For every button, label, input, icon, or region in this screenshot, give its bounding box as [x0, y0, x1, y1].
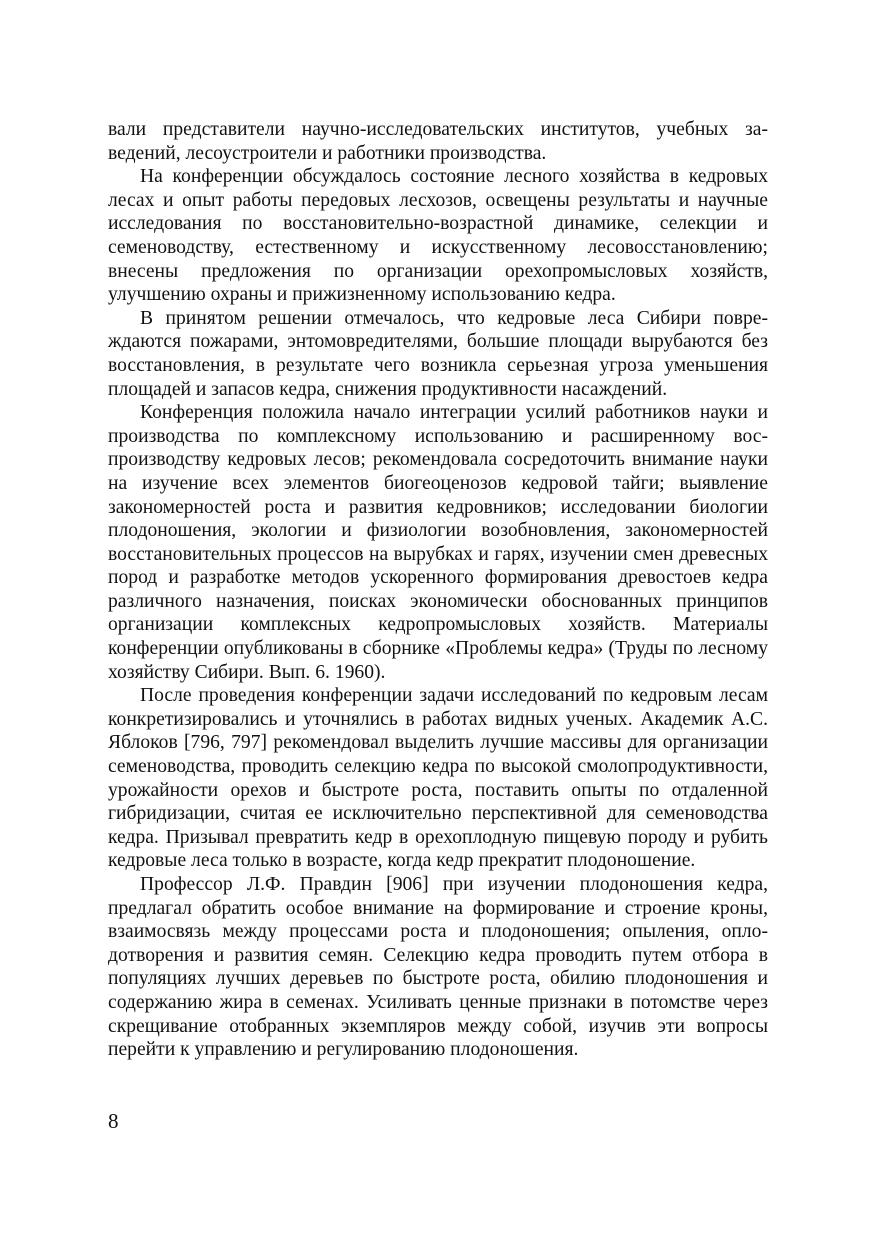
paragraph-1: вали представители научно-исследовательских институтов, учебных заведений, лесоустроители и работники производства. [108, 119, 768, 164]
page-number: 8 [108, 1109, 119, 1133]
paragraph-5: После проведения конференции задачи исследований по кедровым лесам конкретизировались и уточнялись в работах видных ученых. Академик А.С. Яблоков [796, 797] рекомендовал выделить лучшие массивы для организации семеноводства, проводить селекцию кедра по высокой смолопродуктивности, урожайности орехов и быстроте роста, поставить опыты по отдаленной гибридизации, считая ее исключительно перспективной для семеноводства кедра. Призывал превратить кедр в орехоплодную пищевую породу и рубить кедровые леса только в возрасте, когда кедр прекратит плодоношение. [108, 685, 768, 872]
body-text [108, 118, 768, 1062]
paragraph-2: На конференции обсуждалось состояние лесного хозяйства в кедровых лесах и опыт работы передовых лесхозов, освещены результаты и научные исследования по восстановительно-возрастной динамике, селекции и семеноводству, естественному и искусственному лесовосстановлению; внесены предложения по организации орехопромысловых хозяйств, улучшению охраны и прижизненному использованию кедра. [108, 166, 768, 306]
paragraph-3: В принятом решении отмечалось, что кедровые леса Сибири повреждаются пожарами, энтомовредителями, большие площади вырубаются без восстановления, в результате чего возникла серьезная угроза уменьшения площадей и запасов кедра, снижения продуктивности насаждений. [108, 307, 768, 400]
paragraph-4: Конференция положила начало интеграции усилий работников науки и производства по комплексному использованию и расширенному воспроизводству кедровых лесов; рекомендовала сосредоточить внимание науки на изучение всех элементов биогеоценозов кедровой тайги; выявление закономерностей роста и развития кедровников; исследовании биологии плодоношения, экологии и физиологии возобновления, закономерностей восстановительных процессов на вырубках и гарях, изучении смен древесных пород и разработке методов ускоренного формирования древостоев кедра различного назначения, поисках экономически обоснованных принципов организации комплексных кедропромысловых хозяйств. Материалы конференции опубликованы в сборнике «Проблемы кедра» (Труды по лесному хозяйству Сибири. Вып. 6. 1960). [108, 402, 768, 683]
paragraph-6: Профессор Л.Ф. Правдин [906] при изучении плодоношения кедра, предлагал обратить особое внимание на формирование и строение кроны, взаимосвязь между процессами роста и плодоношения; опыления, оплодотворения и развития семян. Селекцию кедра проводить путем отбора в популяциях лучших деревьев по быстроте роста, обилию плодоношения и содержанию жира в семенах. Усиливать ценные признаки в потомстве через скрещивание отобранных экземпляров между собой, изучив эти вопросы перейти к управлению и регулированию плодоношения. [108, 874, 768, 1061]
